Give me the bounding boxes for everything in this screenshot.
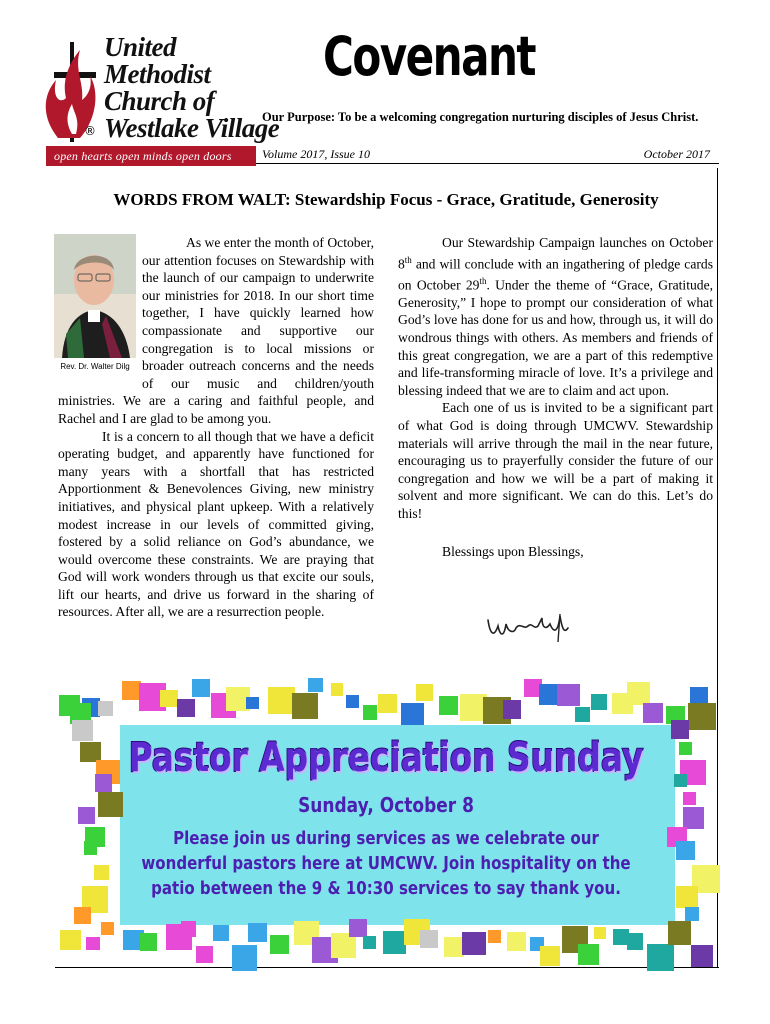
banner-message-line-2: wonderful pastors here at UMCWV. Join hospitality on the <box>141 854 631 874</box>
confetti-square <box>363 936 376 949</box>
col2-paragraph-1 <box>398 234 713 399</box>
issue-date: October 2017 <box>643 147 710 161</box>
confetti-square <box>378 694 397 713</box>
church-name-line-4: Westlake Village <box>104 113 280 143</box>
col2-p1-text-b: and will conclude with an ingathering of pledge cards on October 29 <box>398 256 713 293</box>
confetti-square <box>578 944 599 965</box>
confetti-square <box>74 907 91 924</box>
page-bottom-rule <box>55 967 719 968</box>
confetti-square <box>331 683 344 696</box>
confetti-square <box>196 946 213 963</box>
pastor-photo <box>54 234 136 376</box>
confetti-square <box>308 678 322 692</box>
banner-message-line-3: patio between the 9 & 10:30 services to say thank you. <box>151 879 621 899</box>
confetti-square <box>668 921 692 945</box>
confetti-square <box>140 933 157 950</box>
confetti-square <box>683 792 696 805</box>
confetti-square <box>647 944 674 971</box>
confetti-square <box>292 693 318 719</box>
confetti-square <box>95 774 113 792</box>
newsletter-title: Covenant <box>323 25 535 88</box>
church-name-line-1: United <box>104 32 177 62</box>
confetti-square <box>507 932 526 951</box>
confetti-square <box>246 697 258 709</box>
confetti-square <box>177 699 195 717</box>
confetti-square <box>594 927 606 939</box>
confetti-square <box>627 933 643 949</box>
confetti-square <box>683 807 704 828</box>
confetti-square <box>420 930 438 948</box>
col2-p1-text-c: . Under the theme of “Grace, Gratitude, Generosity,” I hope to prompt our consideration of what God’s love has done for us and how, through us, it will do wondrous things with others. As members and friends of this great congregation, we are a part of this redemptive and life-transforming miracle of love. It’s a privilege and blessing indeed that we are to claim and act upon. <box>398 277 713 398</box>
page-right-rule <box>717 168 718 968</box>
confetti-square <box>232 945 258 971</box>
article-headline: WORDS FROM WALT: Stewardship Focus - Grace, Gratitude, Generosity <box>113 190 659 209</box>
confetti-square <box>101 922 114 935</box>
ordinal-suffix-2: th <box>479 275 487 286</box>
confetti-square <box>213 925 229 941</box>
confetti-square <box>72 720 93 741</box>
ordinal-suffix-1: th <box>404 254 412 265</box>
confetti-square <box>488 930 501 943</box>
closing-salutation: Blessings upon Blessings, <box>442 543 584 559</box>
confetti-square <box>557 684 580 707</box>
banner-message <box>101 827 670 902</box>
confetti-square <box>98 701 113 716</box>
tagline-bar: open hearts open minds open doors <box>46 146 256 166</box>
church-name <box>104 34 304 142</box>
confetti-square <box>346 695 359 708</box>
banner-title: Pastor Appreciation Sunday <box>128 735 644 781</box>
confetti-square <box>248 923 266 941</box>
pastor-signature <box>484 604 574 646</box>
col1-paragraph-2: It is a concern to all though that we have a deficit operating budget, and apparently have functioned for many years with a shortfall that has restricted Apportionment & Benevolences Giving, new ministry initiatives, and physical plant upkeep. With a relatively modest increase in our levels of committed giving, fostered by a solid reliance on God’s abundance, we would overcome these constraints. We are praying that God will work wonders through us that excite our souls, lift our hearts, and drive us forward in the sharing of resources. After all, we are a resurrection people. <box>58 428 374 620</box>
confetti-square <box>331 933 356 958</box>
article-column-2 <box>398 234 713 560</box>
photo-caption: Rev. Dr. Walter Dilg <box>54 358 136 376</box>
confetti-square <box>690 687 708 705</box>
confetti-square <box>688 703 715 730</box>
confetti-square <box>416 684 433 701</box>
confetti-square <box>591 694 607 710</box>
confetti-square <box>401 703 423 725</box>
col1-paragraph-1: As we enter the month of October, our attention focuses on Stewardship with the launch of our campaign to underwrite our ministries for 2018. In our short time together, I have quickly learned how compassionate and supportive our congregation is to local missions or broader outreach concerns and the needs of our music and children/youth ministries. We are a caring and faithful people, and Rachel and I are glad to be among you. <box>58 235 374 426</box>
registered-mark: ® <box>84 124 96 138</box>
confetti-square <box>439 696 458 715</box>
pastor-appreciation-banner <box>55 673 717 967</box>
banner-message-line-1: Please join us during services as we celebrate our <box>173 829 599 849</box>
confetti-square <box>691 945 713 967</box>
confetti-square <box>676 886 698 908</box>
confetti-square <box>84 841 98 855</box>
confetti-square <box>685 907 699 921</box>
pastor-portrait-image <box>54 234 136 376</box>
confetti-square <box>627 682 651 706</box>
confetti-square <box>86 937 99 950</box>
confetti-square <box>676 841 695 860</box>
masthead-rule <box>256 163 719 164</box>
confetti-square <box>78 807 95 824</box>
volume-issue: Volume 2017, Issue 10 <box>262 147 370 161</box>
confetti-square <box>679 742 692 755</box>
church-name-line-3: Church of <box>104 86 215 116</box>
confetti-square <box>671 720 689 738</box>
confetti-square <box>270 935 289 954</box>
banner-date: Sunday, October 8 <box>298 793 474 817</box>
confetti-square <box>60 930 80 950</box>
confetti-square <box>160 690 178 708</box>
confetti-square <box>181 921 197 937</box>
confetti-square <box>540 946 560 966</box>
confetti-square <box>192 679 211 698</box>
article-column-1 <box>58 234 374 621</box>
confetti-square <box>349 919 367 937</box>
confetti-square <box>503 700 521 718</box>
church-name-line-2: Methodist <box>104 59 211 89</box>
purpose-statement: Our Purpose: To be a welcoming congregation nurturing disciples of Jesus Christ. <box>262 110 699 124</box>
confetti-square <box>462 932 485 955</box>
confetti-square <box>674 774 687 787</box>
confetti-square <box>643 703 663 723</box>
confetti-square <box>363 705 377 719</box>
confetti-square <box>575 707 590 722</box>
col2-p1-text-a: Our Stewardship Campaign launches on October 8 <box>398 235 713 272</box>
col2-paragraph-2: Each one of us is invited to be a significant part of what God is doing through UMCWV. Stewardship materials will arrive through the mail in the near future, encouraging us to prayerfully consider the future of our congregation and how we will be a part of making it solvent and more significant. We can do this. Let’s do this! <box>398 400 713 521</box>
